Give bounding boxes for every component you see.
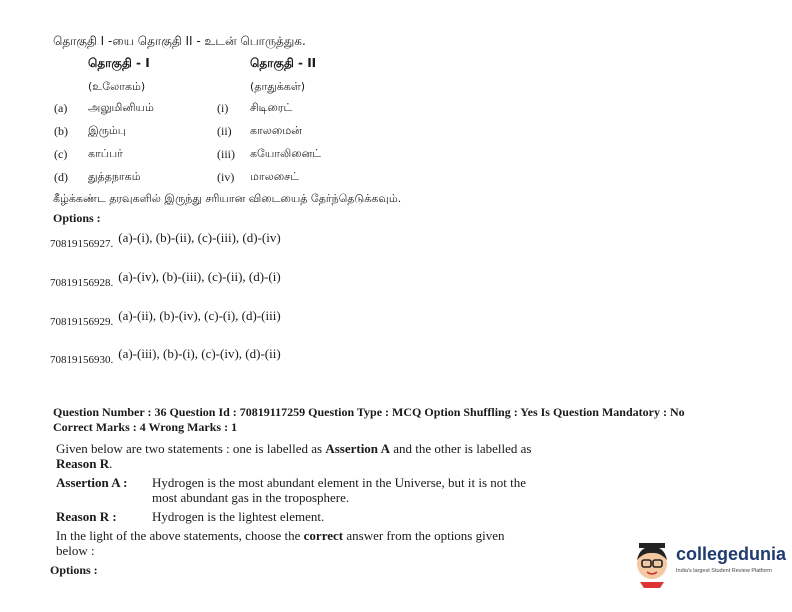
question-meta: Question Number : 36 Question Id : 70819117259 Question Type : MCQ Option Shuffling : Yes Is Question Mandatory : No xyxy=(53,405,685,419)
option-item[interactable] xyxy=(50,230,281,252)
assertion-label: Assertion A : xyxy=(56,475,128,490)
option-text: (a)-(i), (b)-(ii), (c)-(iii), (d)-(iv) xyxy=(118,230,281,245)
row-left-label: (a) xyxy=(54,101,68,115)
option-text: (a)-(iv), (b)-(iii), (c)-(ii), (d)-(i) xyxy=(118,269,281,284)
option-text: (a)-(iii), (b)-(i), (c)-(iv), (d)-(ii) xyxy=(118,346,281,361)
column1-subtitle: (உலோகம்) xyxy=(88,80,146,93)
collegedunia-logo xyxy=(632,540,787,590)
light-instruction: In the light of the above statements, choose the correct answer from the options given xyxy=(56,528,505,543)
row-right-text: சிடிரைட் xyxy=(250,101,293,114)
brand-name: collegedunia xyxy=(676,544,787,564)
row-left-text: காப்பர் xyxy=(88,147,123,160)
row-right-label: (i) xyxy=(217,101,229,115)
column2-title: தொகுதி - II xyxy=(250,56,317,70)
row-right-text: கயோலினைட் xyxy=(250,147,322,160)
student-mascot-icon xyxy=(632,540,672,588)
row-right-label: (iii) xyxy=(217,147,235,161)
option-text: (a)-(ii), (b)-(iv), (c)-(i), (d)-(iii) xyxy=(118,308,281,323)
statement-intro: Given below are two statements : one is labelled as Assertion A and the other is labelled as xyxy=(56,441,532,456)
row-left-text: இரும்பு xyxy=(88,124,126,137)
marks-meta: Correct Marks : 4 Wrong Marks : 1 xyxy=(53,420,238,434)
row-left-text: அலுமினியம் xyxy=(88,101,154,114)
column2-subtitle: (தாதுக்கள்) xyxy=(250,80,306,93)
options-label: Options : xyxy=(53,211,101,225)
row-right-text: காலமைன் xyxy=(250,124,302,137)
reason-text: Hydrogen is the lightest element. xyxy=(152,509,325,524)
row-left-label: (d) xyxy=(54,170,68,184)
brand-tagline: India's largest Student Review Platform xyxy=(676,568,772,574)
option-item[interactable] xyxy=(50,269,281,291)
option-id: 70819156930. xyxy=(50,354,114,366)
options-label-q36: Options : xyxy=(50,563,98,577)
light-instruction-cont: below : xyxy=(56,543,95,558)
column1-title: தொகுதி - I xyxy=(88,56,150,70)
assertion-text-cont: most abundant gas in the troposphere. xyxy=(152,490,350,505)
match-instruction: தொகுதி I -யை தொகுதி II - உடன் பொருத்துக. xyxy=(53,34,306,48)
reason-label: Reason R : xyxy=(56,509,117,524)
row-right-text: மாலசைட் xyxy=(250,170,299,183)
row-left-label: (c) xyxy=(54,147,68,161)
row-left-label: (b) xyxy=(54,124,68,138)
option-id: 70819156927. xyxy=(50,238,114,250)
option-id: 70819156929. xyxy=(50,316,114,328)
row-right-label: (iv) xyxy=(217,170,235,184)
row-right-label: (ii) xyxy=(217,124,232,138)
option-item[interactable] xyxy=(50,308,281,330)
option-item[interactable] xyxy=(50,346,281,368)
choose-instruction: கீழ்க்கண்ட தரவுகளில் இருந்து சரியான விடையைத் தேர்ந்தெடுக்கவும். xyxy=(53,192,402,205)
statement-intro-cont: Reason R. xyxy=(56,456,113,471)
assertion-text: Hydrogen is the most abundant element in the Universe, but it is not the xyxy=(152,475,527,490)
row-left-text: துத்தநாகம் xyxy=(88,170,141,183)
option-id: 70819156928. xyxy=(50,277,114,289)
